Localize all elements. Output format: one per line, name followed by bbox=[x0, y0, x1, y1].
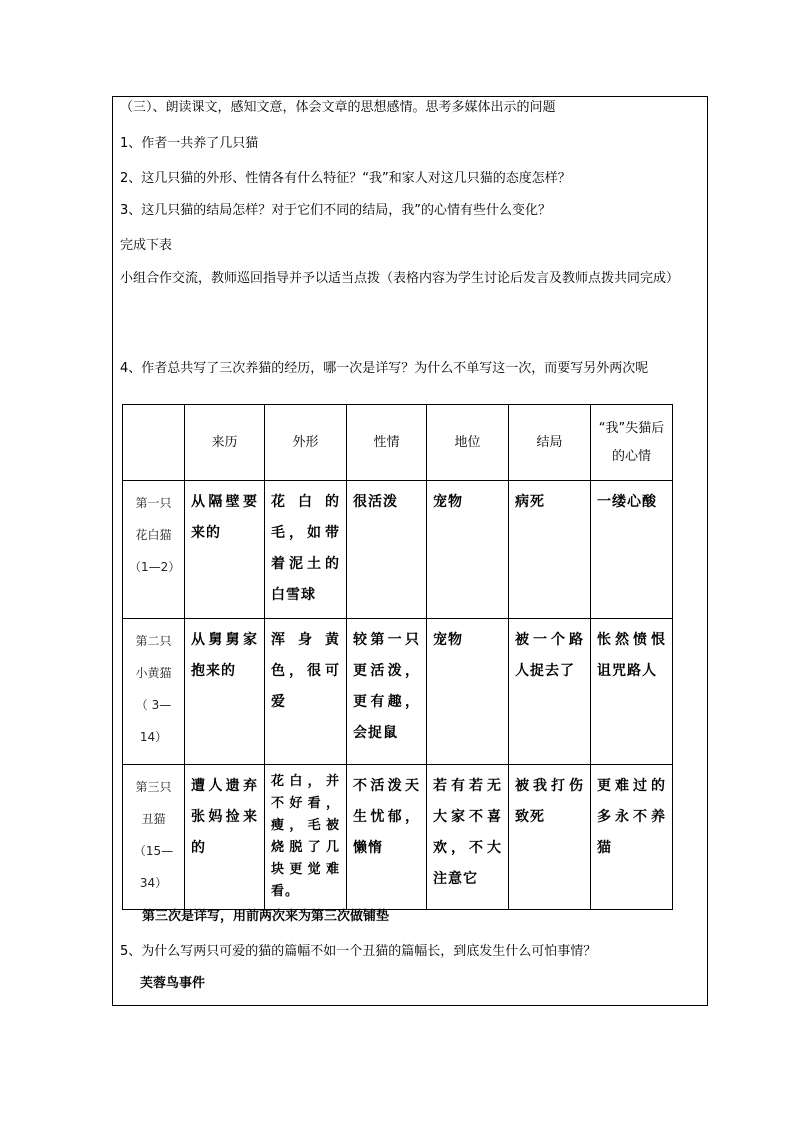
header-cell bbox=[123, 405, 185, 481]
table-header-row bbox=[123, 405, 673, 481]
row-range: （1—2） bbox=[129, 560, 181, 574]
question-4: 4、作者总共写了三次养猫的经历，哪一次是详写？为什么不单写这一次，而要写另外两次呢 bbox=[120, 361, 649, 376]
question-3: 3、这几只猫的结局怎样？对于它们不同的结局，我”的心情有些什么变化？ bbox=[120, 203, 552, 218]
row-heading bbox=[123, 765, 185, 910]
header-cell: 外形 bbox=[265, 405, 347, 481]
table-cell: 从舅舅家抱来的 bbox=[185, 619, 265, 765]
question-2: 2、这几只猫的外形、性情各有什么特征？“我”和家人对这几只猫的态度怎样？ bbox=[120, 171, 571, 186]
table-cell: 花白的毛，如带着泥土的白雪球 bbox=[265, 481, 347, 619]
row-cat: 丑猫 bbox=[141, 812, 166, 826]
row-cat: 花白猫 bbox=[135, 528, 172, 542]
row-heading bbox=[123, 481, 185, 619]
table-cell: 怅然愤恨诅咒路人 bbox=[591, 619, 673, 765]
question-5: 5、为什么写两只可爱的猫的篇幅不如一个丑猫的篇幅长，到底发生什么可怕事情？ bbox=[120, 944, 597, 959]
table-cell: 从隔壁要来的 bbox=[185, 481, 265, 619]
table-cell: 若有若无大家不喜欢，不大注意它 bbox=[427, 765, 509, 910]
table-row bbox=[123, 481, 673, 619]
table-cell: 一缕心酸 bbox=[591, 481, 673, 619]
complete-table-text: 完成下表 bbox=[120, 238, 173, 253]
header-cell: 来历 bbox=[185, 405, 265, 481]
table-cell: 不活泼天生忧郁，懒惰 bbox=[347, 765, 427, 910]
header-cell: 结局 bbox=[509, 405, 591, 481]
table-row bbox=[123, 619, 673, 765]
cats-table bbox=[122, 404, 673, 910]
table-cell: 被一个路人捉去了 bbox=[509, 619, 591, 765]
row-range: （15—34） bbox=[133, 844, 174, 890]
table-row bbox=[123, 765, 673, 910]
table-cell: 花白，并不好看，瘦，毛被烧脱了几块更觉难看。 bbox=[265, 765, 347, 910]
table-cell: 更难过的多永不养猫 bbox=[591, 765, 673, 910]
row-cat: 小黄猫 bbox=[135, 666, 172, 680]
table-cell: 宠物 bbox=[427, 619, 509, 765]
section-heading: （三）、朗读课文，感知文意，体会文章的思想感情。思考多媒体出示的问题 bbox=[120, 100, 556, 115]
table-cell: 病死 bbox=[509, 481, 591, 619]
row-name: 第三只 bbox=[135, 780, 172, 794]
row-range: （ 3—14） bbox=[135, 698, 172, 744]
header-cell: “我”失猫后的心情 bbox=[591, 405, 673, 481]
header-cell: 性情 bbox=[347, 405, 427, 481]
header-cell: 地位 bbox=[427, 405, 509, 481]
row-heading bbox=[123, 619, 185, 765]
answer-5: 芙蓉鸟事件 bbox=[140, 976, 206, 991]
table-cell: 浑身黄色，很可爱 bbox=[265, 619, 347, 765]
table-cell: 很活泼 bbox=[347, 481, 427, 619]
answer-4: 第三次是详写，用前两次来为第三次做铺垫 bbox=[142, 909, 390, 924]
table-cell: 宠物 bbox=[427, 481, 509, 619]
row-name: 第一只 bbox=[135, 496, 172, 510]
table-cell: 被我打伤致死 bbox=[509, 765, 591, 910]
question-1: 1、作者一共养了几只猫 bbox=[120, 136, 259, 151]
table-cell: 较第一只更活泼，更有趣，会捉鼠 bbox=[347, 619, 427, 765]
table-cell: 遭人遗弃张妈捡来的 bbox=[185, 765, 265, 910]
group-work-text: 小组合作交流，教师巡回指导并予以适当点拨（表格内容为学生讨论后发言及教师点拨共同完成） bbox=[120, 271, 680, 286]
row-name: 第二只 bbox=[135, 634, 172, 648]
